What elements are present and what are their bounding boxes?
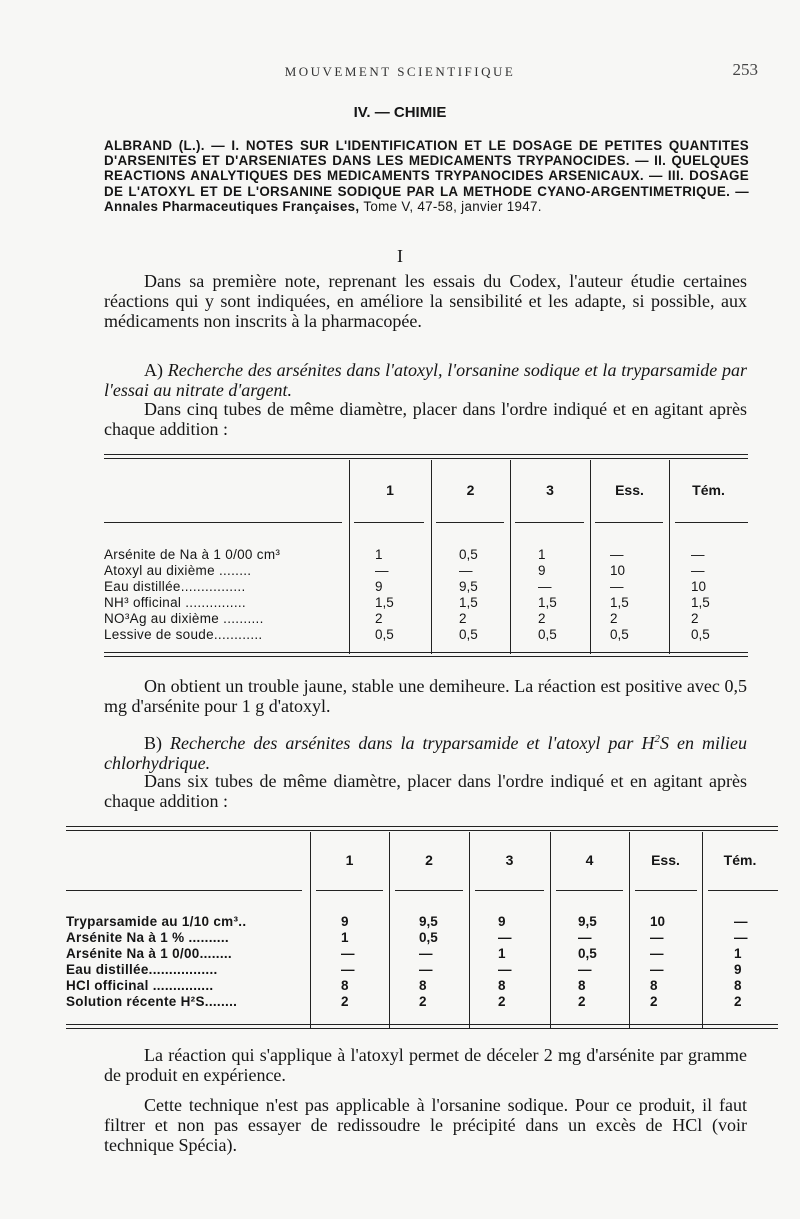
section-b-title-2: S en milieu chlorhydrique. (104, 733, 748, 773)
intro-text: Dans sa première note, reprenant les essais du Codex, l'auteur étudie certaines réactions qui y sont indiquées, en améliore la sensibilité et les adapte, si possible, aux médicaments non inscrits à la pharmacopée. (104, 271, 747, 331)
table2-cell: 1 (734, 946, 742, 961)
table2-cell: — (578, 930, 592, 945)
after-table1-text: On obtient un trouble jaune, stable une demiheure. La réaction est positive avec 0,5 mg d'arsénite pour 1 g d'atoxyl. (104, 676, 747, 716)
table2-cell: 8 (650, 978, 658, 993)
t1-header-ess: Ess. (615, 482, 644, 498)
table1-cell: 1 (375, 547, 383, 562)
table2-cell: — (498, 930, 512, 945)
table2-cell: 2 (498, 994, 506, 1009)
table1-cell: 0,5 (691, 627, 710, 642)
section-b-title-sup: 2 (654, 733, 660, 745)
table2-cell: 8 (419, 978, 427, 993)
table1-cell: 1,5 (538, 595, 557, 610)
t2-header-3: 3 (505, 852, 514, 868)
table2-cell: — (419, 946, 433, 961)
t2-header-4: 4 (585, 852, 594, 868)
table2-cell: 9,5 (419, 914, 438, 929)
section-b-paragraph (104, 772, 747, 812)
table1-cell: 1,5 (459, 595, 478, 610)
table2-cell: — (578, 962, 592, 977)
table2-cell: — (650, 930, 664, 945)
table2-cell: 9 (341, 914, 349, 929)
table1-cell: 1 (538, 547, 546, 562)
table2-cell: 8 (498, 978, 506, 993)
table1-row-label: Lessive de soude............ (104, 627, 263, 642)
biblio-journal: — Annales Pharmaceutiques Françaises, (104, 183, 749, 214)
table2-cell: 0,5 (419, 930, 438, 945)
section-a-heading (104, 361, 747, 401)
table2-cell: 9 (734, 962, 742, 977)
table2-cell: — (734, 914, 748, 929)
table2-row-label: Arsénite Na à 1 0/00........ (66, 946, 232, 961)
table1-cell: 2 (610, 611, 618, 626)
table1-cell: 1,5 (375, 595, 394, 610)
running-title: MOUVEMENT SCIENTIFIQUE (284, 64, 516, 79)
part-numeral: I (397, 246, 403, 266)
t1-header-3: 3 (546, 482, 554, 498)
t2-header-tem: Tém. (723, 852, 757, 868)
table1-cell: 2 (691, 611, 699, 626)
table2-row-label: Solution récente H²S........ (66, 994, 238, 1009)
table2-cell: 8 (341, 978, 349, 993)
table2-row-label: Eau distillée................. (66, 962, 218, 977)
table2-cell: — (341, 962, 355, 977)
section-a-title: Recherche des arsénites dans l'atoxyl, l'orsanine sodique et la tryparsamide par l'essai au nitrate d'argent. (104, 360, 747, 400)
t1-header-1: 1 (386, 482, 394, 498)
after-table2-paragraph (104, 1046, 747, 1086)
table1-cell: 0,5 (610, 627, 629, 642)
section-b-heading (104, 734, 747, 774)
t1-header-tem: Tém. (692, 482, 725, 498)
table1-cell: — (691, 563, 705, 578)
table1-cell: — (375, 563, 389, 578)
table2-cell: 9 (498, 914, 506, 929)
table1-cell: 9 (375, 579, 383, 594)
section-a-paragraph (104, 400, 747, 440)
biblio-author: ALBRAND (L.). (104, 138, 205, 153)
table1-cell: — (538, 579, 552, 594)
table2-cell: 2 (419, 994, 427, 1009)
t2-header-2: 2 (425, 852, 433, 868)
table2-cell: 1 (341, 930, 349, 945)
table2-cell: — (650, 946, 664, 961)
table2-cell: 10 (650, 914, 666, 929)
table1-cell: — (691, 547, 705, 562)
intro-paragraph (104, 272, 747, 331)
table2-cell: — (734, 930, 748, 945)
table1-cell: 10 (691, 579, 707, 594)
table1-cell: 1,5 (691, 595, 710, 610)
table1-cell: 9 (538, 563, 546, 578)
table2-row-label: HCl officinal ............... (66, 978, 214, 993)
table1-cell: 2 (375, 611, 383, 626)
table1-row-label: Eau distillée................ (104, 579, 246, 594)
section-a-text: Dans cinq tubes de même diamètre, placer dans l'ordre indiqué et en agitant après chaque addition : (104, 399, 747, 439)
section-b-label: B) (144, 733, 162, 753)
t2-header-1: 1 (345, 852, 354, 868)
last-text: Cette technique n'est pas applicable à l'orsanine sodique. Pour ce produit, il faut filtrer et non pas essayer de redissoudre le précipité dans un excès de HCl (voir technique Spécia). (104, 1095, 747, 1155)
table2-cell: 8 (734, 978, 742, 993)
table1-cell: 2 (459, 611, 467, 626)
table1-row-label: NH³ officinal ............... (104, 595, 246, 610)
table2-cell: 8 (578, 978, 586, 993)
table1-cell: — (610, 579, 624, 594)
table2-cell: 1 (498, 946, 506, 961)
table1-cell: 0,5 (459, 627, 478, 642)
section-b-title-1: Recherche des arsénites dans la tryparsamide et l'atoxyl par H (170, 733, 655, 753)
table2-cell: — (650, 962, 664, 977)
table2-cell: 2 (650, 994, 658, 1009)
table2-cell: 2 (734, 994, 742, 1009)
table1-cell: 0,5 (459, 547, 478, 562)
table1-cell: 0,5 (538, 627, 557, 642)
table2-cell: — (498, 962, 512, 977)
table1-cell: 10 (610, 563, 626, 578)
table2-cell: 2 (341, 994, 349, 1009)
section-a-label: A) (144, 360, 163, 380)
table1-cell: 1,5 (610, 595, 629, 610)
table2-cell: 0,5 (578, 946, 597, 961)
table1-row-label: Arsénite de Na à 1 0/00 cm³ (104, 547, 281, 562)
table1-cell: 9,5 (459, 579, 478, 594)
section-b-text: Dans six tubes de même diamètre, placer dans l'ordre indiqué et en agitant après chaque addition : (104, 771, 747, 811)
table1-row-label: NO³Ag au dixième .......... (104, 611, 264, 626)
biblio-volume: Tome V, 47-58, janvier 1947. (363, 198, 542, 214)
table2-cell: — (419, 962, 433, 977)
t1-header-2: 2 (466, 482, 475, 498)
bibliographic-entry (104, 138, 749, 214)
table2-cell: — (341, 946, 355, 961)
table2-cell: 2 (578, 994, 586, 1009)
table2-row-label: Arsénite Na à 1 % .......... (66, 930, 229, 945)
after-table1-paragraph (104, 677, 747, 717)
page-number: 253 (732, 60, 758, 79)
table1-cell: 0,5 (375, 627, 394, 642)
table2-row-label: Tryparsamide au 1/10 cm³.. (66, 914, 247, 929)
section-title: IV. — CHIMIE (353, 104, 447, 121)
table1-cell: — (610, 547, 624, 562)
table1-cell: 2 (538, 611, 546, 626)
after-table2-text: La réaction qui s'applique à l'atoxyl permet de déceler 2 mg d'arsénite par gramme de produit en expérience. (104, 1045, 747, 1085)
table2-cell: 9,5 (578, 914, 597, 929)
last-paragraph (104, 1096, 747, 1155)
t2-header-ess: Ess. (651, 852, 680, 868)
table1-cell: — (459, 563, 473, 578)
table1-row-label: Atoxyl au dixième ........ (104, 563, 252, 578)
biblio-titles: — I. NOTES SUR L'IDENTIFICATION ET LE DOSAGE DE PETITES QUANTITES D'ARSENITES ET D'ARSENIATES DANS LES MEDICAMENTS TRYPANOCIDES. — II. QUELQUES REACTIONS ANALYTIQUES DES MEDICAMENTS TRYPANOCIDES ARSENICAUX. — III. DOSAGE DE L'ATOXYL ET DE L'ORSANINE SODIQUE PAR LA METHODE CYANO-ARGENTIMETRIQUE. (104, 138, 749, 199)
